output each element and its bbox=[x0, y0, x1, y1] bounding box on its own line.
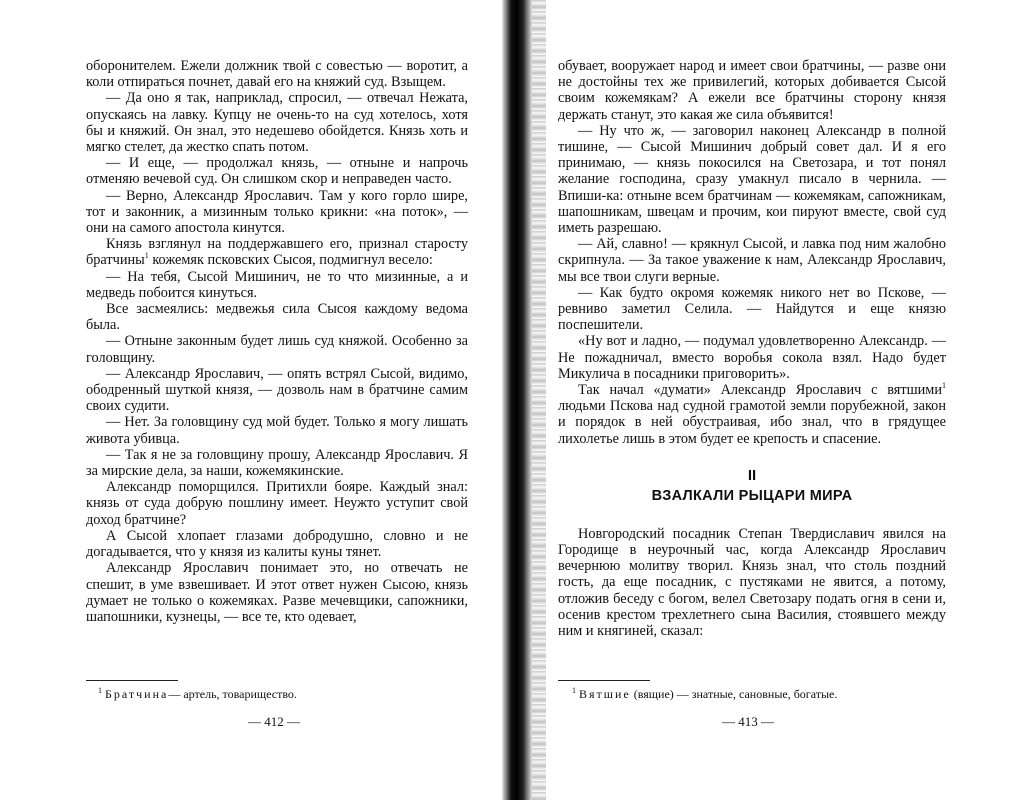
paragraph: — На тебя, Сысой Мишинич, не то что мизинные, а и медведь побоится кинуться. bbox=[86, 268, 468, 301]
footnote-marker: 1 bbox=[942, 381, 946, 391]
paragraph: — Александр Ярославич, — опять встрял Сысой, видимо, ободренный шуткой князя, — дозволь нам в братчине самим своих судити. bbox=[86, 365, 468, 415]
paragraph: — Да оно я так, наприклад, спросил, — отвечал Нежата, опускаясь на лавку. Купцу не очень-то на суд хотелось, хотя бы и княжий. Он знал, это недешево обойдется. Князь хоть и мягко стелет, да жестко спать потом. bbox=[86, 90, 468, 156]
paragraph: Новгородский посадник Степан Твердиславич явился на Городище в неурочный час, когда Александр Ярославич вечернюю молитву творил. Князь знал, что столь поздний гость, да еще посадник, с пустяками не явится, а потому, отложив беседу с богом, велел Светозару подать огня в сени и, осенив крестом трехлетнего сына Василия, стоявшего между ним и княгиней, сказал: bbox=[558, 525, 946, 640]
paragraph-text: кожемяк псковских Сысоя, подмигнул весело: bbox=[148, 252, 433, 269]
right-page-text bbox=[558, 58, 946, 639]
paragraph: «Ну вот и ладно, — подумал удовлетворенно Александр. — Не пожадничал, вместо воробья сокола взял. Надо будет Микулича в посадники приговорить». bbox=[558, 333, 946, 382]
footnote-definition: (вящие) — знатные, сановные, богатые. bbox=[630, 687, 838, 701]
chapter-title: ВЗАЛКАЛИ РЫЦАРИ МИРА bbox=[651, 487, 853, 504]
paragraph-text: Так начал «думати» Александр Ярославич с вятшими bbox=[578, 382, 942, 399]
page-number: — 412 — bbox=[248, 714, 300, 729]
paragraph: — Ай, славно! — крякнул Сысой, и лавка под ним жалобно скрипнула. — За такое уважение к нам, Александр Ярославич, мы все твои слуги верные. bbox=[558, 236, 946, 285]
footnote-marker: 1 bbox=[144, 251, 149, 261]
paragraph: обувает, вооружает народ и имеет свои братчины, — разве они не достойны тех же привилегий, которых добивается Сысой своим кожемякам? А ежели все братчины сторону князя держать станут, это какая же сила объявится! bbox=[558, 58, 946, 123]
paragraph: оборонителем. Ежели должник твой с совестью — воротит, а коли отпираться почнет, давай его на княжий суд. Взыщем. bbox=[86, 58, 468, 91]
chapter-number: II bbox=[747, 466, 757, 484]
footnote-term: Братчина bbox=[105, 687, 169, 701]
footnote-rule bbox=[86, 680, 178, 681]
paragraph: Александр Ярославич понимает это, но отвечать не спешит, в уме взвешивает. И этот ответ нужен Сысою, князь думает не только о кожемяках. Разве мечевщики, сапожники, шапошники, кузнецы, — все те, кто одевает, bbox=[86, 560, 468, 625]
book-gutter bbox=[502, 0, 532, 800]
page-number: — 413 — bbox=[722, 714, 774, 729]
paragraph-text: людьми Пскова над судной грамотой земли порубежной, закон и порядок в ней обустраивая, ибо знал, что в грядущее лихолетье лишь в этом будет ее крепость и спасение. bbox=[558, 398, 946, 447]
paragraph: — Отныне законным будет лишь суд княжой. Особенно за головщину. bbox=[86, 333, 468, 366]
paragraph: — Как будто окромя кожемяк никого нет во Пскове, — ревниво заметил Селила. — Найдутся и еще князю поспешители. bbox=[558, 284, 946, 334]
footnote-marker: 1 bbox=[572, 686, 576, 695]
paragraph: Александр поморщился. Притихли бояре. Каждый знал: князь от суда добрую пошлину имеет. Неужто уступит свой доход братчине? bbox=[86, 479, 468, 528]
footnote bbox=[572, 687, 837, 701]
paragraph: А Сысой хлопает глазами добродушно, словно и не догадывается, что у князя из калиты куны тянет. bbox=[86, 527, 468, 561]
paragraph bbox=[558, 382, 946, 447]
paragraph-text: Князь взглянул на поддержавшего его, признал старосту братчины bbox=[86, 236, 468, 269]
paragraph: Все засмеялись: медвежья сила Сысоя каждому ведома была. bbox=[86, 301, 468, 334]
paragraph: — И еще, — продолжал князь, — отныне и напрочь отменяю вечевой суд. Он слишком скор и неправеден часто. bbox=[86, 155, 468, 188]
footnote-definition: — артель, товарищество. bbox=[168, 687, 297, 701]
paragraph: — Ну что ж, — заговорил наконец Александр в полной тишине, — Сысой Мишинич добрый совет дал. И я его принимаю, — князь покосился на Светозара, и тот понял желание господина, сразу умакнул писало в чернила. — Впиши-ка: отныне всем братчинам — кожемякам, сапожникам, шапошникам, швецам и прочим, кои пируют вместе, свой суд иметь разрешаю. bbox=[558, 122, 946, 237]
footnote-term: Вятшие bbox=[579, 687, 631, 701]
paragraph bbox=[86, 236, 468, 268]
footnote-marker: 1 bbox=[98, 686, 102, 695]
footnote bbox=[98, 687, 297, 701]
footnote-rule bbox=[558, 680, 650, 681]
left-page-text bbox=[86, 58, 468, 625]
paragraph: — Верно, Александр Ярославич. Там у кого горло шире, тот и законник, а мизинным только крикни: «на поток», — они на самого апостола кинутся. bbox=[86, 187, 468, 237]
paragraph: — Так я не за головщину прошу, Александр Ярославич. Я за мирские дела, за наши, кожемякинские. bbox=[86, 446, 468, 480]
paragraph: — Нет. За головщину суд мой будет. Только я могу лишать живота убивца. bbox=[86, 414, 468, 447]
gutter-shadow bbox=[532, 0, 546, 800]
